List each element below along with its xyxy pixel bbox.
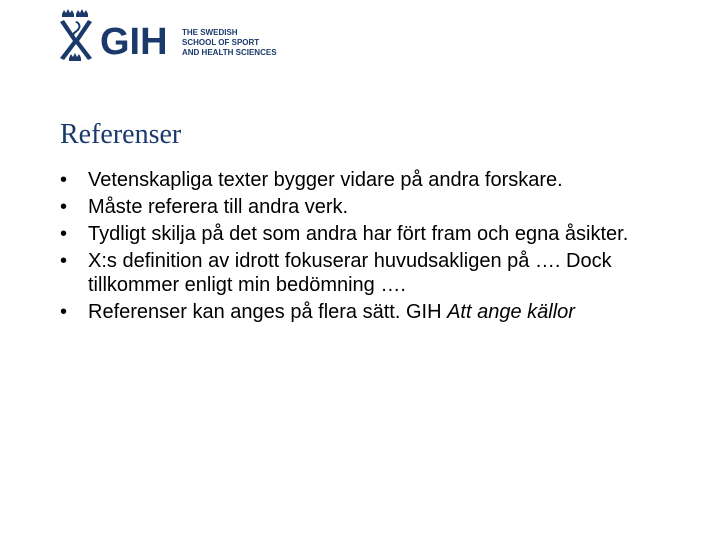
logo-tagline-line-2: SCHOOL OF SPORT: [182, 38, 260, 47]
bullet-marker: •: [60, 196, 68, 218]
bullet-italic-reference: Att ange källor: [447, 301, 575, 323]
bullet-item: [60, 222, 680, 246]
slide-title: Referenser: [60, 119, 182, 150]
logo-tagline-line-1: THE SWEDISH: [182, 28, 238, 37]
bullet-marker: •: [60, 223, 68, 245]
bullet-marker: •: [60, 301, 68, 323]
bullet-text: Måste referera till andra verk.: [88, 196, 349, 218]
bullet-item: [60, 300, 680, 324]
bullet-item: [60, 168, 680, 192]
bullet-marker: •: [60, 169, 68, 191]
bullet-text: Tydligt skilja på det som andra har fört fram och egna åsikter.: [88, 223, 629, 245]
bullet-marker: •: [60, 250, 68, 272]
bullet-item: [60, 195, 680, 219]
bullet-text: Vetenskapliga texter bygger vidare på andra forskare.: [88, 169, 563, 191]
logo-wordmark: GIH: [100, 21, 168, 63]
bullet-item: [60, 249, 680, 297]
logo-tagline-line-3: AND HEALTH SCIENCES: [182, 48, 277, 57]
gih-emblem-icon: [54, 8, 284, 68]
bullet-text: X:s definition av idrott fokuserar huvudsakligen på …. Dock tillkommer enligt min bedömning ….: [88, 250, 612, 296]
bullet-list: [60, 168, 680, 327]
gih-logo: [54, 8, 284, 68]
bullet-text: Referenser kan anges på flera sätt. GIH: [88, 301, 448, 323]
